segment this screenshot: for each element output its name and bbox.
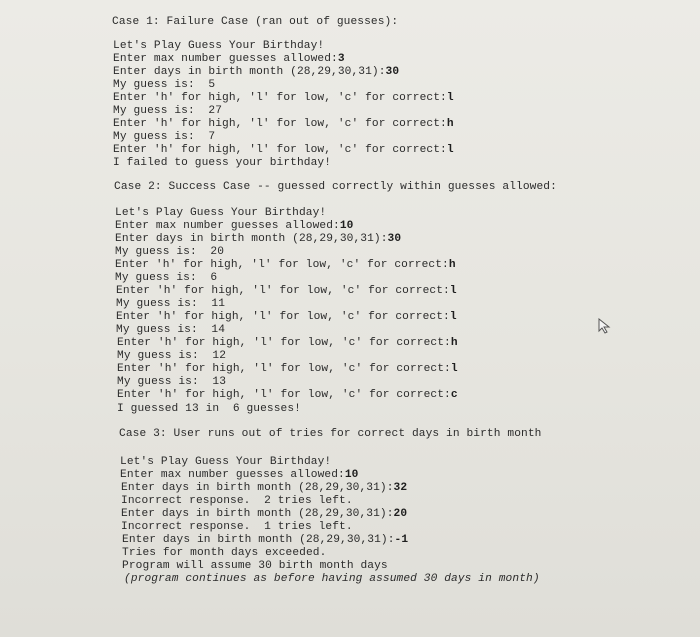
case2-guess-5: My guess is: 12	[117, 350, 227, 362]
user-input: 30	[387, 233, 402, 245]
user-input: l	[449, 311, 457, 323]
prompt-text: Enter 'h' for high, 'l' for low, 'c' for correct:	[117, 337, 451, 349]
case1-guess-1: My guess is: 5	[113, 79, 216, 91]
user-input: c	[450, 389, 458, 401]
user-input: 10	[339, 220, 354, 232]
user-input: 30	[385, 66, 400, 78]
case2-response-2	[116, 285, 457, 298]
case2-guess-3: My guess is: 11	[116, 298, 226, 310]
user-input: l	[450, 363, 458, 375]
prompt-text: Enter 'h' for high, 'l' for low, 'c' for correct:	[117, 389, 451, 401]
prompt-text: Enter days in birth month (28,29,30,31):	[122, 534, 395, 546]
prompt-text: Enter max number guesses allowed:	[115, 220, 340, 232]
case2-guess-2: My guess is: 6	[115, 272, 218, 284]
case2-title: Let's Play Guess Your Birthday!	[115, 207, 327, 219]
prompt-text: Enter 'h' for high, 'l' for low, 'c' for correct:	[113, 144, 447, 156]
case1-guess-2: My guess is: 27	[113, 105, 223, 117]
case1-response-2	[113, 118, 454, 131]
prompt-text: Enter 'h' for high, 'l' for low, 'c' for correct:	[113, 92, 447, 104]
prompt-text: Enter 'h' for high, 'l' for low, 'c' for correct:	[116, 311, 450, 323]
case2-response-3	[116, 311, 457, 324]
case1-result: I failed to guess your birthday!	[113, 157, 332, 169]
prompt-text: Enter 'h' for high, 'l' for low, 'c' for correct:	[116, 285, 450, 297]
case1-guess-3: My guess is: 7	[113, 131, 216, 143]
prompt-text: Enter max number guesses allowed:	[113, 53, 338, 65]
case1-response-1	[113, 92, 454, 105]
case3-days-line-2	[121, 508, 407, 521]
case2-max-line	[115, 220, 354, 233]
case3-incorrect-2: Incorrect response. 1 tries left.	[121, 521, 353, 533]
case2-response-1	[115, 259, 456, 272]
user-input: l	[449, 285, 457, 297]
case3-heading: Case 3: User runs out of tries for correct days in birth month	[119, 428, 542, 440]
user-input: 20	[393, 508, 408, 520]
user-input: l	[446, 92, 454, 104]
case1-response-3	[113, 144, 454, 157]
case3-incorrect-1: Incorrect response. 2 tries left.	[121, 495, 353, 507]
case3-days-line-3	[122, 534, 408, 547]
prompt-text: Enter 'h' for high, 'l' for low, 'c' for correct:	[113, 118, 447, 130]
case2-guess-4: My guess is: 14	[116, 324, 226, 336]
user-input: h	[450, 337, 458, 349]
case2-guess-1: My guess is: 20	[115, 246, 225, 258]
case2-response-6	[117, 389, 458, 402]
case1-max-line	[113, 53, 345, 66]
case2-response-5	[117, 363, 458, 376]
user-input: h	[446, 118, 454, 130]
prompt-text: Enter days in birth month (28,29,30,31):	[121, 508, 394, 520]
case1-heading: Case 1: Failure Case (ran out of guesses):	[112, 16, 399, 28]
case2-response-4	[117, 337, 458, 350]
mouse-pointer-icon	[598, 318, 612, 334]
user-input: l	[446, 144, 454, 156]
prompt-text: Enter 'h' for high, 'l' for low, 'c' for correct:	[115, 259, 449, 271]
case1-days-line	[113, 66, 399, 79]
case1-title: Let's Play Guess Your Birthday!	[113, 40, 325, 52]
prompt-text: Enter max number guesses allowed:	[120, 469, 345, 481]
case2-guess-6: My guess is: 13	[117, 376, 227, 388]
case2-days-line	[115, 233, 401, 246]
user-input: -1	[394, 534, 409, 546]
user-input: 10	[344, 469, 359, 481]
case3-note: (program continues as before having assumed 30 days in month)	[124, 573, 540, 585]
case3-exceeded: Tries for month days exceeded.	[122, 547, 327, 559]
case2-result: I guessed 13 in 6 guesses!	[117, 403, 301, 415]
user-input: 3	[337, 53, 345, 65]
prompt-text: Enter days in birth month (28,29,30,31):	[113, 66, 386, 78]
case3-max-line	[120, 469, 359, 482]
case3-title: Let's Play Guess Your Birthday!	[120, 456, 332, 468]
user-input: h	[448, 259, 456, 271]
case3-assume: Program will assume 30 birth month days	[122, 560, 388, 572]
prompt-text: Enter 'h' for high, 'l' for low, 'c' for correct:	[117, 363, 451, 375]
prompt-text: Enter days in birth month (28,29,30,31):	[115, 233, 388, 245]
case2-heading: Case 2: Success Case -- guessed correctly within guesses allowed:	[114, 181, 557, 193]
user-input: 32	[393, 482, 408, 494]
prompt-text: Enter days in birth month (28,29,30,31):	[121, 482, 394, 494]
case3-days-line-1	[121, 482, 407, 495]
